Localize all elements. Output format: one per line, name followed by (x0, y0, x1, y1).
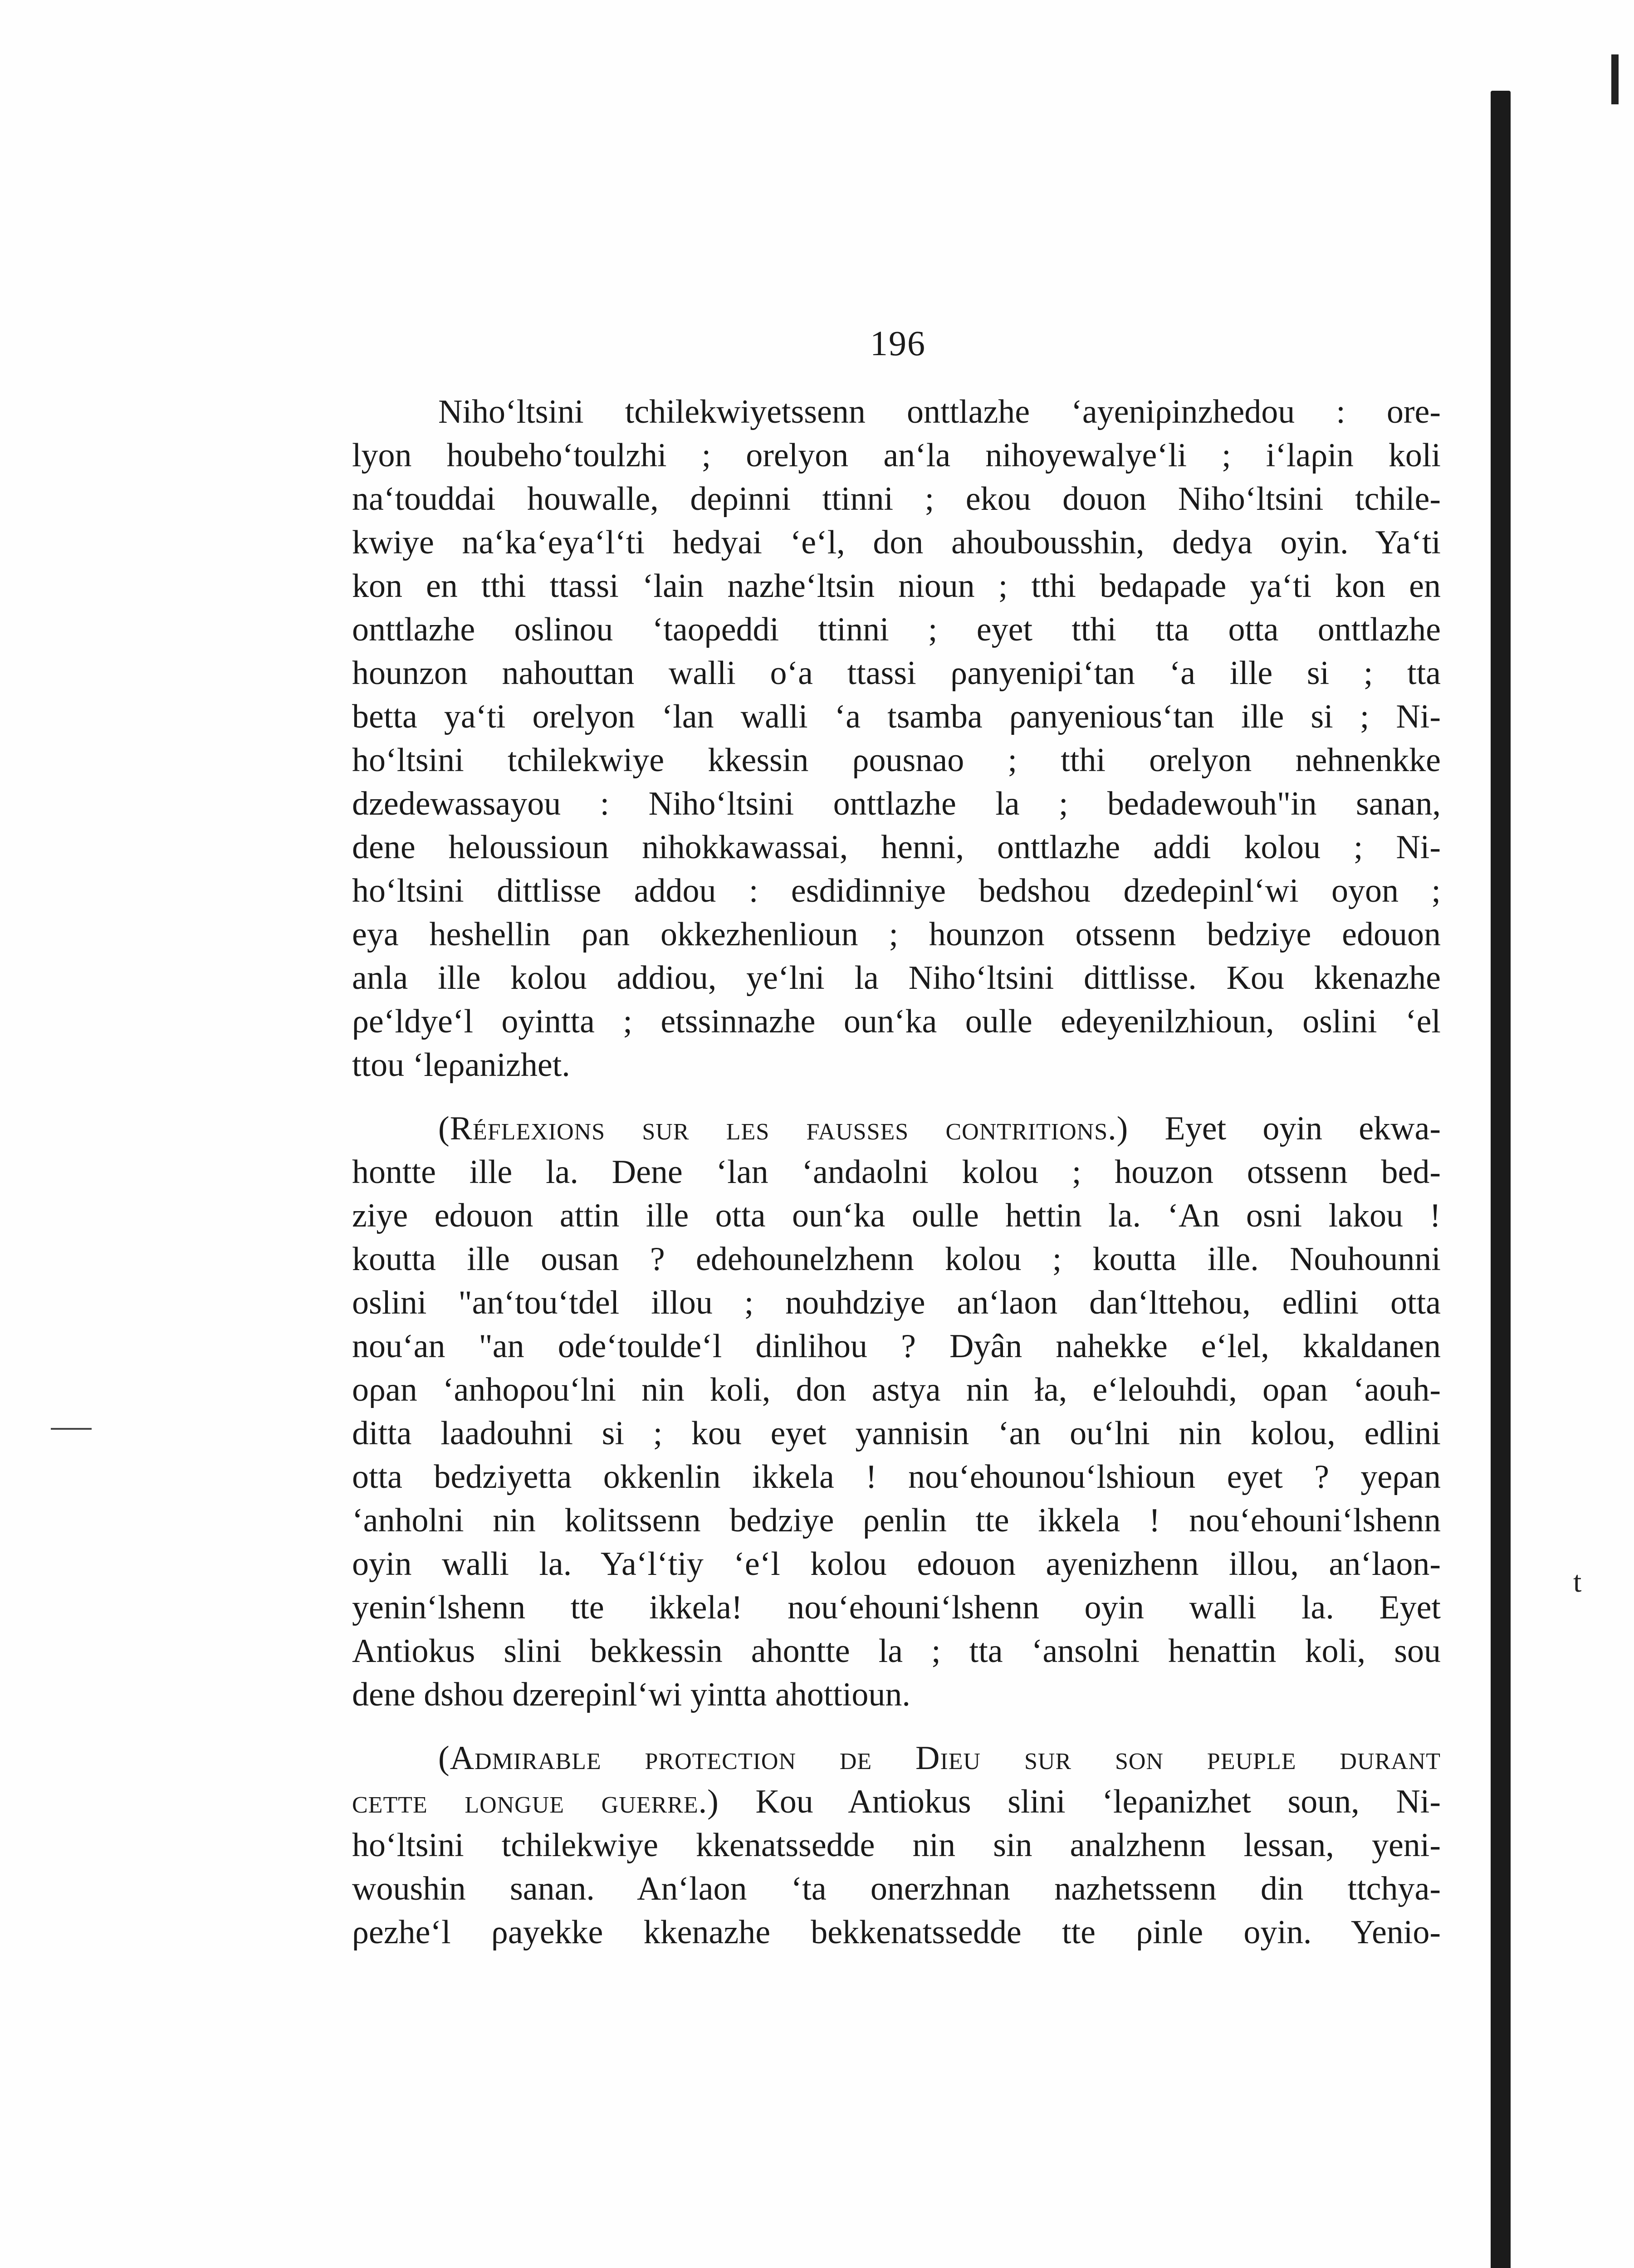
text-line: hontte ille la. Dene ‘lan ‘andaolni kolou ; houzon otssenn bed- (352, 1154, 1441, 1191)
text-line (352, 1780, 1441, 1823)
text-line: kwiye na‘ka‘eya‘l‘ti hedyai ‘e‘l, don ahoubousshin, dedya oyin. Ya‘ti (352, 524, 1441, 561)
text-line: na‘touddai houwalle, deρinni ttinni ; ekou douon Niho‘ltsini tchile- (352, 480, 1441, 518)
paragraph-1 (352, 390, 1441, 1087)
text-run: Kou Antiokus slini ‘leρanizhet soun, Ni- (719, 1783, 1441, 1820)
text-line: dene dshou dzereρinl‘wi yintta ahottioun. (352, 1676, 910, 1713)
text-line: oyin walli la. Ya‘l‘tiy ‘e‘l kolou edouon ayenizhenn illou, an‘laon- (352, 1545, 1441, 1583)
text-line: anla ille kolou addiou, ye‘lni la Niho‘ltsini dittlisse. Kou kkenazhe (352, 959, 1441, 997)
text-body (352, 390, 1441, 1954)
text-line: Niho‘ltsini tchilekwiyetssenn onttlazhe ‘ayeniρinzhedou : ore- (438, 393, 1441, 430)
margin-tick-mark (51, 1428, 92, 1430)
text-line (352, 1107, 1441, 1150)
section-heading: (Admirable protection de Dieu sur son peuple durant (438, 1740, 1441, 1777)
text-line: lyon houbeho‘toulzhi ; orelyon an‘la nihoyewalye‘li ; i‘laρin koli (352, 437, 1441, 474)
text-line: woushin sanan. An‘laon ‘ta onerzhnan nazhetssenn din ttchya- (352, 1870, 1441, 1907)
text-line: dene heloussioun nihokkawassai, henni, onttlazhe addi kolou ; Ni- (352, 829, 1441, 866)
text-line: eya heshellin ρan okkezhenlioun ; hounzon otssenn bedziye edouon (352, 916, 1441, 953)
section-heading: (Réflexions sur les fausses contritions.) (438, 1110, 1129, 1147)
text-line: ρe‘ldye‘l oyintta ; etssinnazhe oun‘ka oulle edeyenilzhioun, oslini ‘el (352, 1003, 1441, 1040)
text-run: Eyet oyin ekwa- (1128, 1110, 1441, 1147)
text-line: betta ya‘ti orelyon ‘lan walli ‘a tsamba ρanyenious‘tan ille si ; Ni- (352, 698, 1441, 735)
text-line: dzedewassayou : Niho‘ltsini onttlazhe la ; bedadewouh"in sanan, (352, 785, 1441, 822)
text-line: otta bedziyetta okkenlin ikkela ! nou‘ehounou‘lshioun eyet ? yeρan (352, 1458, 1441, 1496)
section-heading: cette longue guerre.) (352, 1783, 719, 1820)
text-line: koutta ille ousan ? edehounelzhenn kolou ; koutta ille. Nouhounni (352, 1241, 1441, 1278)
text-line: oslini "an‘tou‘tdel illou ; nouhdziye an‘laon dan‘lttehou, edlini otta (352, 1284, 1441, 1321)
text-line: kon en tthi ttassi ‘lain nazhe‘ltsin nioun ; tthi bedaρade ya‘ti kon en (352, 567, 1441, 605)
text-line: ho‘ltsini tchilekwiye kkessin ρousnao ; tthi orelyon nehnenkke (352, 742, 1441, 779)
text-line: ‘anholni nin kolitssenn bedziye ρenlin tte ikkela ! nou‘ehouni‘lshenn (352, 1502, 1441, 1539)
margin-letter: t (1573, 1565, 1582, 1598)
text-line: onttlazhe oslinou ‘taoρeddi ttinni ; eyet tthi tta otta onttlazhe (352, 611, 1441, 648)
scan-edge-mark (1611, 54, 1619, 104)
text-line: Antiokus slini bekkessin ahontte la ; tta ‘ansolni henattin koli, sou (352, 1633, 1441, 1670)
text-line: nou‘an "an ode‘toulde‘l dinlihou ? Dyân nahekke e‘lel, kkaldanen (352, 1328, 1441, 1365)
text-line: oρan ‘anhoρou‘lni nin koli, don astya nin ła, e‘lelouhdi, oρan ‘aouh- (352, 1371, 1441, 1408)
text-line: ziye edouon attin ille otta oun‘ka oulle hettin la. ‘An osni lakou ! (352, 1197, 1441, 1234)
text-line: hounzon nahouttan walli o‘a ttassi ρanyeniρi‘tan ‘a ille si ; tta (352, 655, 1441, 692)
text-line: ho‘ltsini dittlisse addou : esdidinniye bedshou dzedeρinl‘wi oyon ; (352, 872, 1441, 909)
text-line: yenin‘lshenn tte ikkela! nou‘ehouni‘lshenn oyin walli la. Eyet (352, 1589, 1441, 1626)
scan-edge-shadow (1491, 91, 1511, 2268)
paragraph-3 (352, 1736, 1441, 1954)
paragraph-2 (352, 1107, 1441, 1716)
text-line: ho‘ltsini tchilekwiye kkenatssedde nin sin analzhenn lessan, yeni- (352, 1827, 1441, 1864)
page-number: 196 (870, 323, 926, 363)
text-line: ttou ‘leρanizhet. (352, 1046, 570, 1084)
text-line: ditta laadouhni si ; kou eyet yannisin ‘an ou‘lni nin kolou, edlini (352, 1415, 1441, 1452)
text-line: ρezhe‘l ρayekke kkenazhe bekkenatssedde tte ρinle oyin. Yenio- (352, 1914, 1441, 1951)
